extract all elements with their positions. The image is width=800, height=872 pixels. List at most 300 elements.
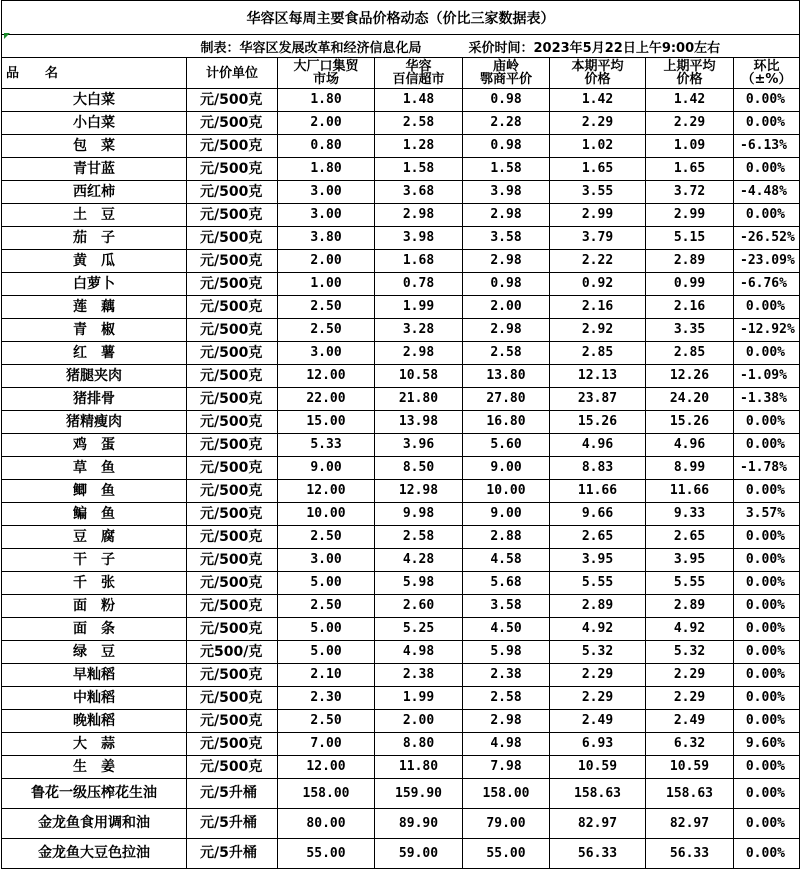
market1-price: 2.00 <box>278 250 375 273</box>
market2-price: 2.58 <box>375 112 463 135</box>
item-unit: 元/500克 <box>187 319 278 342</box>
change-percent: 0.00% <box>734 572 800 595</box>
item-unit: 元/500克 <box>187 365 278 388</box>
table-row <box>2 204 800 227</box>
previous-avg-price: 56.33 <box>646 839 734 869</box>
item-name: 鸡 蛋 <box>2 434 187 457</box>
item-unit: 元/500克 <box>187 434 278 457</box>
previous-avg-price: 5.55 <box>646 572 734 595</box>
market3-price: 5.68 <box>463 572 550 595</box>
header-current-avg: 本期平均 价格 <box>550 58 646 89</box>
current-avg-price: 0.92 <box>550 273 646 296</box>
table-row <box>2 641 800 664</box>
previous-avg-price: 15.26 <box>646 411 734 434</box>
item-unit: 元/500克 <box>187 756 278 779</box>
table-row <box>2 112 800 135</box>
previous-avg-price: 2.89 <box>646 250 734 273</box>
market2-price: 159.90 <box>375 779 463 809</box>
market1-price: 10.00 <box>278 503 375 526</box>
table-row <box>2 526 800 549</box>
previous-avg-price: 5.15 <box>646 227 734 250</box>
market2-price: 59.00 <box>375 839 463 869</box>
market1-price: 5.00 <box>278 572 375 595</box>
market2-price: 3.28 <box>375 319 463 342</box>
item-name: 晚籼稻 <box>2 710 187 733</box>
market3-price: 1.58 <box>463 158 550 181</box>
market2-price: 0.78 <box>375 273 463 296</box>
market2-price: 89.90 <box>375 809 463 839</box>
previous-avg-price: 4.92 <box>646 618 734 641</box>
market3-price: 3.98 <box>463 181 550 204</box>
market2-price: 5.98 <box>375 572 463 595</box>
change-percent: -4.48% <box>734 181 800 204</box>
item-name: 包 菜 <box>2 135 187 158</box>
current-avg-price: 11.66 <box>550 480 646 503</box>
change-percent: 9.60% <box>734 733 800 756</box>
maker-label: 制表：华容区发展改革和经济信息化局 <box>187 35 463 58</box>
item-name: 土 豆 <box>2 204 187 227</box>
change-percent: 0.00% <box>734 480 800 503</box>
item-unit: 元/500克 <box>187 687 278 710</box>
item-name: 白萝卜 <box>2 273 187 296</box>
market3-price: 158.00 <box>463 779 550 809</box>
item-name: 鲁花一级压榨花生油 <box>2 779 187 809</box>
item-unit: 元/500克 <box>187 572 278 595</box>
market2-price: 3.96 <box>375 434 463 457</box>
market1-price: 15.00 <box>278 411 375 434</box>
table-row <box>2 595 800 618</box>
table-row <box>2 365 800 388</box>
market1-price: 9.00 <box>278 457 375 480</box>
market1-price: 22.00 <box>278 388 375 411</box>
previous-avg-price: 3.35 <box>646 319 734 342</box>
market1-price: 3.00 <box>278 549 375 572</box>
table-row <box>2 411 800 434</box>
item-name: 草 鱼 <box>2 457 187 480</box>
table-row <box>2 457 800 480</box>
previous-avg-price: 3.72 <box>646 181 734 204</box>
current-avg-price: 1.02 <box>550 135 646 158</box>
table-row <box>2 549 800 572</box>
item-name: 早籼稻 <box>2 664 187 687</box>
market1-price: 5.00 <box>278 618 375 641</box>
change-percent: 0.00% <box>734 641 800 664</box>
current-avg-price: 23.87 <box>550 388 646 411</box>
header-unit: 计价单位 <box>187 58 278 89</box>
current-avg-price: 2.49 <box>550 710 646 733</box>
sample-time-label: 采价时间：2023年5月22日上午9:00左右 <box>463 35 800 58</box>
item-name: 鳊 鱼 <box>2 503 187 526</box>
item-unit: 元/500克 <box>187 457 278 480</box>
market1-price: 158.00 <box>278 779 375 809</box>
market1-price: 3.00 <box>278 181 375 204</box>
item-unit: 元/500克 <box>187 204 278 227</box>
market1-price: 2.50 <box>278 595 375 618</box>
item-unit: 元/500克 <box>187 158 278 181</box>
previous-avg-price: 3.95 <box>646 549 734 572</box>
item-name: 金龙鱼食用调和油 <box>2 809 187 839</box>
table-row <box>2 342 800 365</box>
item-name: 豆 腐 <box>2 526 187 549</box>
current-avg-price: 2.92 <box>550 319 646 342</box>
table-row <box>2 839 800 869</box>
market3-price: 2.58 <box>463 342 550 365</box>
table-row <box>2 434 800 457</box>
price-sheet <box>1 0 799 869</box>
item-unit: 元/500克 <box>187 273 278 296</box>
market2-price: 1.99 <box>375 296 463 319</box>
item-name: 猪精瘦肉 <box>2 411 187 434</box>
previous-avg-price: 1.09 <box>646 135 734 158</box>
table-row <box>2 756 800 779</box>
current-avg-price: 2.99 <box>550 204 646 227</box>
change-percent: -26.52% <box>734 227 800 250</box>
market2-price: 2.00 <box>375 710 463 733</box>
header-market1: 大厂口集贸 市场 <box>278 58 375 89</box>
market1-price: 55.00 <box>278 839 375 869</box>
market2-price: 8.50 <box>375 457 463 480</box>
market3-price: 0.98 <box>463 89 550 112</box>
market1-price: 12.00 <box>278 365 375 388</box>
change-percent: 0.00% <box>734 549 800 572</box>
table-row <box>2 158 800 181</box>
table-row <box>2 687 800 710</box>
market2-price: 1.68 <box>375 250 463 273</box>
price-table <box>1 0 800 869</box>
previous-avg-price: 12.26 <box>646 365 734 388</box>
market2-price: 2.98 <box>375 342 463 365</box>
market3-price: 3.58 <box>463 227 550 250</box>
market1-price: 12.00 <box>278 480 375 503</box>
header-market3: 庙岭 鄂商平价 <box>463 58 550 89</box>
change-percent: -1.09% <box>734 365 800 388</box>
table-row <box>2 809 800 839</box>
item-unit: 元/5升桶 <box>187 809 278 839</box>
current-avg-price: 82.97 <box>550 809 646 839</box>
market3-price: 9.00 <box>463 457 550 480</box>
change-percent: 0.00% <box>734 839 800 869</box>
previous-avg-price: 11.66 <box>646 480 734 503</box>
market3-price: 55.00 <box>463 839 550 869</box>
market3-price: 2.98 <box>463 710 550 733</box>
item-name: 生 姜 <box>2 756 187 779</box>
market1-price: 2.00 <box>278 112 375 135</box>
change-percent: 0.00% <box>734 756 800 779</box>
market2-price: 1.99 <box>375 687 463 710</box>
current-avg-price: 2.29 <box>550 687 646 710</box>
current-avg-price: 2.29 <box>550 664 646 687</box>
previous-avg-price: 2.29 <box>646 687 734 710</box>
current-avg-price: 2.22 <box>550 250 646 273</box>
market3-price: 4.58 <box>463 549 550 572</box>
change-percent: 0.00% <box>734 89 800 112</box>
market1-price: 1.80 <box>278 89 375 112</box>
market3-price: 2.28 <box>463 112 550 135</box>
previous-avg-price: 8.99 <box>646 457 734 480</box>
market2-price: 2.38 <box>375 664 463 687</box>
change-percent: -6.13% <box>734 135 800 158</box>
table-row <box>2 480 800 503</box>
title-row <box>2 1 800 35</box>
previous-avg-price: 2.65 <box>646 526 734 549</box>
item-unit: 元/5升桶 <box>187 779 278 809</box>
market3-price: 2.88 <box>463 526 550 549</box>
market1-price: 2.50 <box>278 296 375 319</box>
item-unit: 元/500克 <box>187 342 278 365</box>
item-unit: 元/500克 <box>187 549 278 572</box>
item-unit: 元500/克 <box>187 641 278 664</box>
change-percent: 0.00% <box>734 595 800 618</box>
previous-avg-price: 2.29 <box>646 664 734 687</box>
market3-price: 7.98 <box>463 756 550 779</box>
change-percent: 0.00% <box>734 664 800 687</box>
item-unit: 元/500克 <box>187 250 278 273</box>
change-percent: 0.00% <box>734 158 800 181</box>
current-avg-price: 9.66 <box>550 503 646 526</box>
market2-price: 3.68 <box>375 181 463 204</box>
item-name: 黄 瓜 <box>2 250 187 273</box>
table-row <box>2 273 800 296</box>
item-name: 西红柿 <box>2 181 187 204</box>
market1-price: 5.00 <box>278 641 375 664</box>
item-unit: 元/500克 <box>187 181 278 204</box>
market1-price: 3.80 <box>278 227 375 250</box>
current-avg-price: 1.65 <box>550 158 646 181</box>
item-name: 大白菜 <box>2 89 187 112</box>
item-unit: 元/500克 <box>187 664 278 687</box>
previous-avg-price: 5.32 <box>646 641 734 664</box>
current-avg-price: 2.29 <box>550 112 646 135</box>
market1-price: 2.10 <box>278 664 375 687</box>
market1-price: 1.00 <box>278 273 375 296</box>
table-row <box>2 319 800 342</box>
item-name: 小白菜 <box>2 112 187 135</box>
market1-price: 3.00 <box>278 204 375 227</box>
market3-price: 4.98 <box>463 733 550 756</box>
market1-price: 1.80 <box>278 158 375 181</box>
market3-price: 2.98 <box>463 250 550 273</box>
market2-price: 12.98 <box>375 480 463 503</box>
market3-price: 0.98 <box>463 135 550 158</box>
market2-price: 2.58 <box>375 526 463 549</box>
market3-price: 0.98 <box>463 273 550 296</box>
table-row <box>2 227 800 250</box>
item-name: 绿 豆 <box>2 641 187 664</box>
market2-price: 1.48 <box>375 89 463 112</box>
market3-price: 4.50 <box>463 618 550 641</box>
item-unit: 元/500克 <box>187 710 278 733</box>
market3-price: 5.60 <box>463 434 550 457</box>
change-percent: 0.00% <box>734 710 800 733</box>
header-name: 品 名 <box>2 58 187 89</box>
change-percent: -1.38% <box>734 388 800 411</box>
market2-price: 4.98 <box>375 641 463 664</box>
current-avg-price: 2.89 <box>550 595 646 618</box>
item-name: 干 子 <box>2 549 187 572</box>
item-name: 面 条 <box>2 618 187 641</box>
current-avg-price: 5.32 <box>550 641 646 664</box>
item-unit: 元/500克 <box>187 227 278 250</box>
previous-avg-price: 10.59 <box>646 756 734 779</box>
current-avg-price: 8.83 <box>550 457 646 480</box>
current-avg-price: 12.13 <box>550 365 646 388</box>
change-percent: 0.00% <box>734 112 800 135</box>
previous-avg-price: 82.97 <box>646 809 734 839</box>
item-name: 莲 藕 <box>2 296 187 319</box>
market2-price: 10.58 <box>375 365 463 388</box>
item-name: 青甘蓝 <box>2 158 187 181</box>
item-unit: 元/500克 <box>187 503 278 526</box>
item-unit: 元/500克 <box>187 112 278 135</box>
previous-avg-price: 2.99 <box>646 204 734 227</box>
current-avg-price: 5.55 <box>550 572 646 595</box>
current-avg-price: 56.33 <box>550 839 646 869</box>
change-percent: 0.00% <box>734 434 800 457</box>
item-name: 青 椒 <box>2 319 187 342</box>
item-unit: 元/500克 <box>187 618 278 641</box>
previous-avg-price: 4.96 <box>646 434 734 457</box>
current-avg-price: 4.96 <box>550 434 646 457</box>
current-avg-price: 2.65 <box>550 526 646 549</box>
change-percent: -1.78% <box>734 457 800 480</box>
market2-price: 2.60 <box>375 595 463 618</box>
previous-avg-price: 2.85 <box>646 342 734 365</box>
item-unit: 元/500克 <box>187 526 278 549</box>
change-percent: 0.00% <box>734 411 800 434</box>
table-row <box>2 296 800 319</box>
item-name: 大 蒜 <box>2 733 187 756</box>
market3-price: 13.80 <box>463 365 550 388</box>
market2-price: 8.80 <box>375 733 463 756</box>
item-name: 鲫 鱼 <box>2 480 187 503</box>
header-market2: 华容 百信超市 <box>375 58 463 89</box>
header-change: 环比 （±%） <box>734 58 800 89</box>
market3-price: 2.98 <box>463 204 550 227</box>
market1-price: 3.00 <box>278 342 375 365</box>
item-name: 面 粉 <box>2 595 187 618</box>
previous-avg-price: 1.65 <box>646 158 734 181</box>
change-percent: -6.76% <box>734 273 800 296</box>
current-avg-price: 3.79 <box>550 227 646 250</box>
previous-avg-price: 9.33 <box>646 503 734 526</box>
item-name: 金龙鱼大豆色拉油 <box>2 839 187 869</box>
change-percent: 3.57% <box>734 503 800 526</box>
item-unit: 元/500克 <box>187 135 278 158</box>
current-avg-price: 10.59 <box>550 756 646 779</box>
market1-price: 0.80 <box>278 135 375 158</box>
item-unit: 元/5升桶 <box>187 839 278 869</box>
change-percent: 0.00% <box>734 342 800 365</box>
header-previous-avg: 上期平均 价格 <box>646 58 734 89</box>
market3-price: 27.80 <box>463 388 550 411</box>
market2-price: 11.80 <box>375 756 463 779</box>
sheet-title: 华容区每周主要食品价格动态（价比三家数据表） <box>2 1 800 35</box>
market2-price: 3.98 <box>375 227 463 250</box>
change-percent: -12.92% <box>734 319 800 342</box>
market2-price: 13.98 <box>375 411 463 434</box>
change-percent: 0.00% <box>734 779 800 809</box>
item-unit: 元/500克 <box>187 89 278 112</box>
market3-price: 3.58 <box>463 595 550 618</box>
table-row <box>2 181 800 204</box>
table-row <box>2 664 800 687</box>
meta-row <box>2 35 800 58</box>
item-unit: 元/500克 <box>187 595 278 618</box>
market1-price: 80.00 <box>278 809 375 839</box>
previous-avg-price: 2.49 <box>646 710 734 733</box>
current-avg-price: 2.16 <box>550 296 646 319</box>
item-unit: 元/500克 <box>187 480 278 503</box>
market3-price: 9.00 <box>463 503 550 526</box>
change-percent: -23.09% <box>734 250 800 273</box>
previous-avg-price: 2.89 <box>646 595 734 618</box>
cell-comment-marker <box>4 33 10 39</box>
market2-price: 9.98 <box>375 503 463 526</box>
change-percent: 0.00% <box>734 809 800 839</box>
market1-price: 2.50 <box>278 526 375 549</box>
header-row <box>2 58 800 89</box>
table-row <box>2 89 800 112</box>
change-percent: 0.00% <box>734 687 800 710</box>
table-row <box>2 503 800 526</box>
previous-avg-price: 6.32 <box>646 733 734 756</box>
market3-price: 10.00 <box>463 480 550 503</box>
item-unit: 元/500克 <box>187 733 278 756</box>
market2-price: 4.28 <box>375 549 463 572</box>
item-unit: 元/500克 <box>187 411 278 434</box>
change-percent: 0.00% <box>734 526 800 549</box>
previous-avg-price: 1.42 <box>646 89 734 112</box>
market3-price: 2.38 <box>463 664 550 687</box>
change-percent: 0.00% <box>734 204 800 227</box>
change-percent: 0.00% <box>734 296 800 319</box>
market2-price: 1.58 <box>375 158 463 181</box>
table-row <box>2 572 800 595</box>
item-name: 猪排骨 <box>2 388 187 411</box>
market3-price: 2.58 <box>463 687 550 710</box>
item-unit: 元/500克 <box>187 388 278 411</box>
item-name: 千 张 <box>2 572 187 595</box>
market1-price: 5.33 <box>278 434 375 457</box>
table-row <box>2 388 800 411</box>
table-row <box>2 618 800 641</box>
market1-price: 7.00 <box>278 733 375 756</box>
market2-price: 21.80 <box>375 388 463 411</box>
current-avg-price: 6.93 <box>550 733 646 756</box>
item-unit: 元/500克 <box>187 296 278 319</box>
market3-price: 2.98 <box>463 319 550 342</box>
current-avg-price: 158.63 <box>550 779 646 809</box>
market3-price: 79.00 <box>463 809 550 839</box>
table-row <box>2 779 800 809</box>
item-name: 猪腿夹肉 <box>2 365 187 388</box>
market1-price: 2.30 <box>278 687 375 710</box>
table-row <box>2 135 800 158</box>
change-percent: 0.00% <box>734 618 800 641</box>
market2-price: 5.25 <box>375 618 463 641</box>
current-avg-price: 1.42 <box>550 89 646 112</box>
current-avg-price: 2.85 <box>550 342 646 365</box>
table-row <box>2 710 800 733</box>
previous-avg-price: 24.20 <box>646 388 734 411</box>
market2-price: 2.98 <box>375 204 463 227</box>
market1-price: 12.00 <box>278 756 375 779</box>
market3-price: 2.00 <box>463 296 550 319</box>
market3-price: 5.98 <box>463 641 550 664</box>
market1-price: 2.50 <box>278 319 375 342</box>
item-name: 红 薯 <box>2 342 187 365</box>
market2-price: 1.28 <box>375 135 463 158</box>
